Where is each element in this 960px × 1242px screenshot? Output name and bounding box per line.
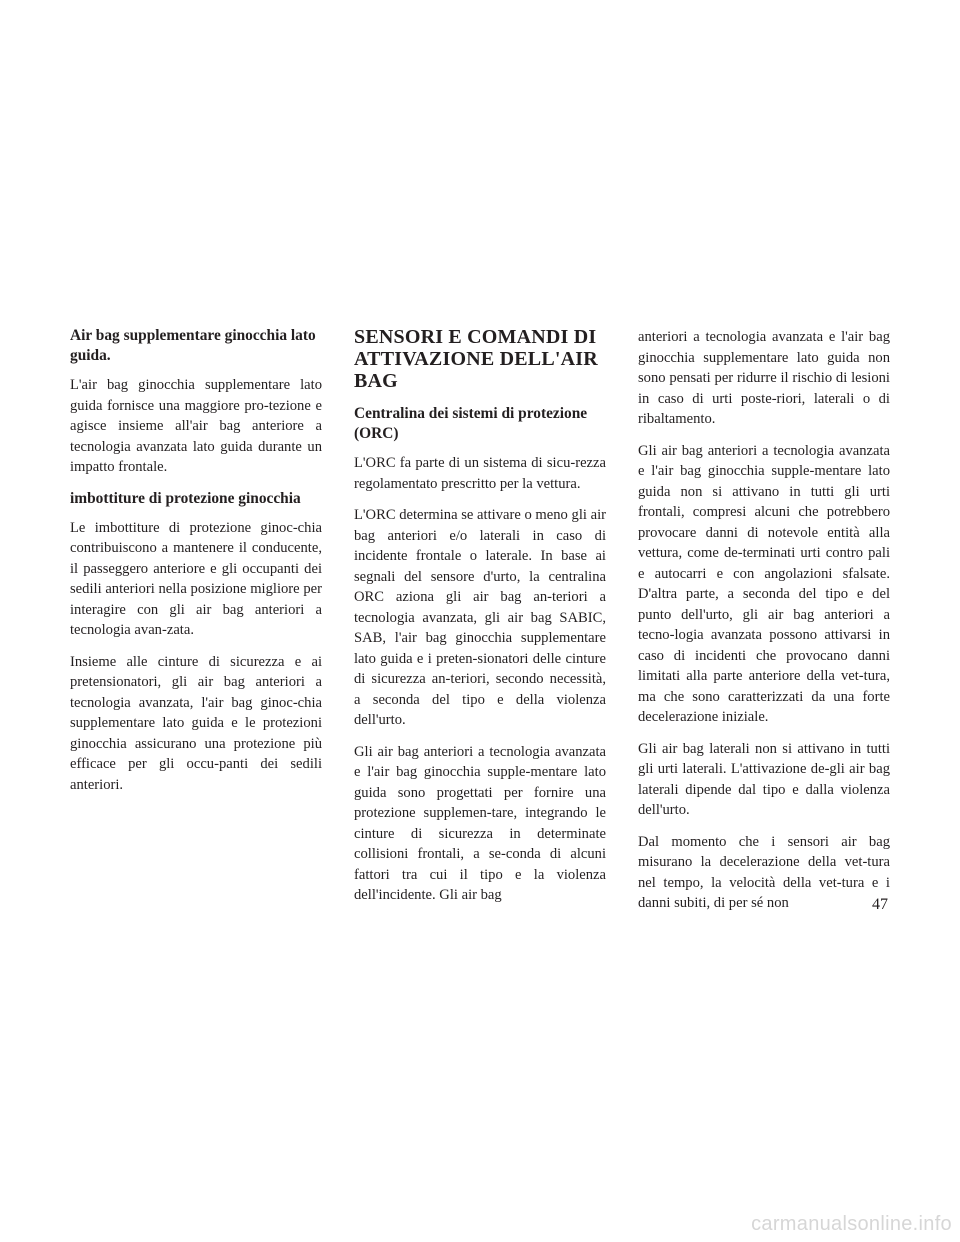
heading-orc: Centralina dei sistemi di protezione (ORC) bbox=[354, 405, 588, 442]
paragraph: Dal momento che i sensori air bag misurano la decelerazione della vet-tura nel tempo, la velocità della vet-tura e i danni subiti, di per sé non bbox=[638, 833, 890, 911]
column-left bbox=[70, 326, 322, 806]
paragraph: Gli air bag anteriori a tecnologia avanzata e l'air bag ginocchia supple-mentare lato guida non si attivano in tutti gli urti frontali, compresi alcuni che potrebbero provocare danni di notevole entità alla vettura, come de-terminati urti contro pali e autocarri e con angolazioni sfalsate. D'altra parte, a seconda del tipo e del punto dell'urto, gli air bag anteriori a tecno-logia avanzata possono attivarsi in caso di incidenti che provocano danni limitati alla parte anteriore della vet-tura, ma che sono caratterizzati da una forte decelerazione iniziale. bbox=[638, 442, 890, 725]
section-title: SENSORI E COMANDI DI ATTIVAZIONE DELL'AIR BAG bbox=[354, 326, 598, 392]
column-middle bbox=[354, 326, 606, 917]
page-number: 47 bbox=[872, 896, 888, 913]
paragraph: anteriori a tecnologia avanzata e l'air bag ginocchia supplementare lato guida non sono pensati per ridurre il rischio di lesioni in caso di urti poste-riori, laterali o di ribaltamento. bbox=[638, 329, 890, 427]
paragraph: Gli air bag laterali non si attivano in tutti gli urti laterali. L'attivazione de-gli air bag laterali dipende dal tipo e dalla violenza dell'urto. bbox=[638, 740, 890, 818]
paragraph: Gli air bag anteriori a tecnologia avanzata e l'air bag ginocchia supple-mentare lato guida sono progettati per fornire una protezione supplemen-tare, integrando le cinture di sicurezza in determinate collisioni frontali, a se-conda di alcuni fattori tra cui il tipo e la violenza dell'incidente. Gli air bag bbox=[354, 743, 606, 903]
paragraph: L'ORC fa parte di un sistema di sicu-rezza regolamentato prescritto per la vettura. bbox=[354, 455, 606, 492]
paragraph: Insieme alle cinture di sicurezza e ai pretensionatori, gli air bag anteriori a tecnologia avanzata, l'air bag ginoc-chia supplementare lato guida e le protezioni ginocchia assicurano una protezione più efficace per gli occu-panti dei sedili anteriori. bbox=[70, 653, 322, 793]
paragraph: L'air bag ginocchia supplementare lato guida fornisce una maggiore pro-tezione e agisce insieme all'air bag anteriore a tecnologia avanzata lato guida durante un impatto frontale. bbox=[70, 377, 322, 475]
column-right bbox=[638, 327, 890, 925]
paragraph: L'ORC determina se attivare o meno gli air bag anteriori e/o laterali in caso di incidente frontale o laterale. In base ai segnali del sensore d'urto, la centralina ORC aziona gli air bag an-teriori a tecnologia avanzata, gli air bag SABIC, SAB, l'air bag ginocchia supplementare lato guida e i preten-sionatori delle cinture di sicurezza an-teriori, secondo necessità, a seconda del tipo e della violenza dell'urto. bbox=[354, 507, 606, 728]
heading-knee-airbag: Air bag supplementare ginocchia lato guida. bbox=[70, 327, 316, 364]
paragraph: Le imbottiture di protezione ginoc-chia contribuiscono a mantenere il conducente, il passeggero anteriore e gli occupanti dei sedili anteriori nella posizione migliore per interagire con gli air bag anteriori a tecnologia avan-zata. bbox=[70, 519, 322, 638]
heading-knee-bolsters: imbottiture di protezione ginocchia bbox=[70, 489, 301, 507]
watermark: carmanualsonline.info bbox=[751, 1213, 952, 1235]
